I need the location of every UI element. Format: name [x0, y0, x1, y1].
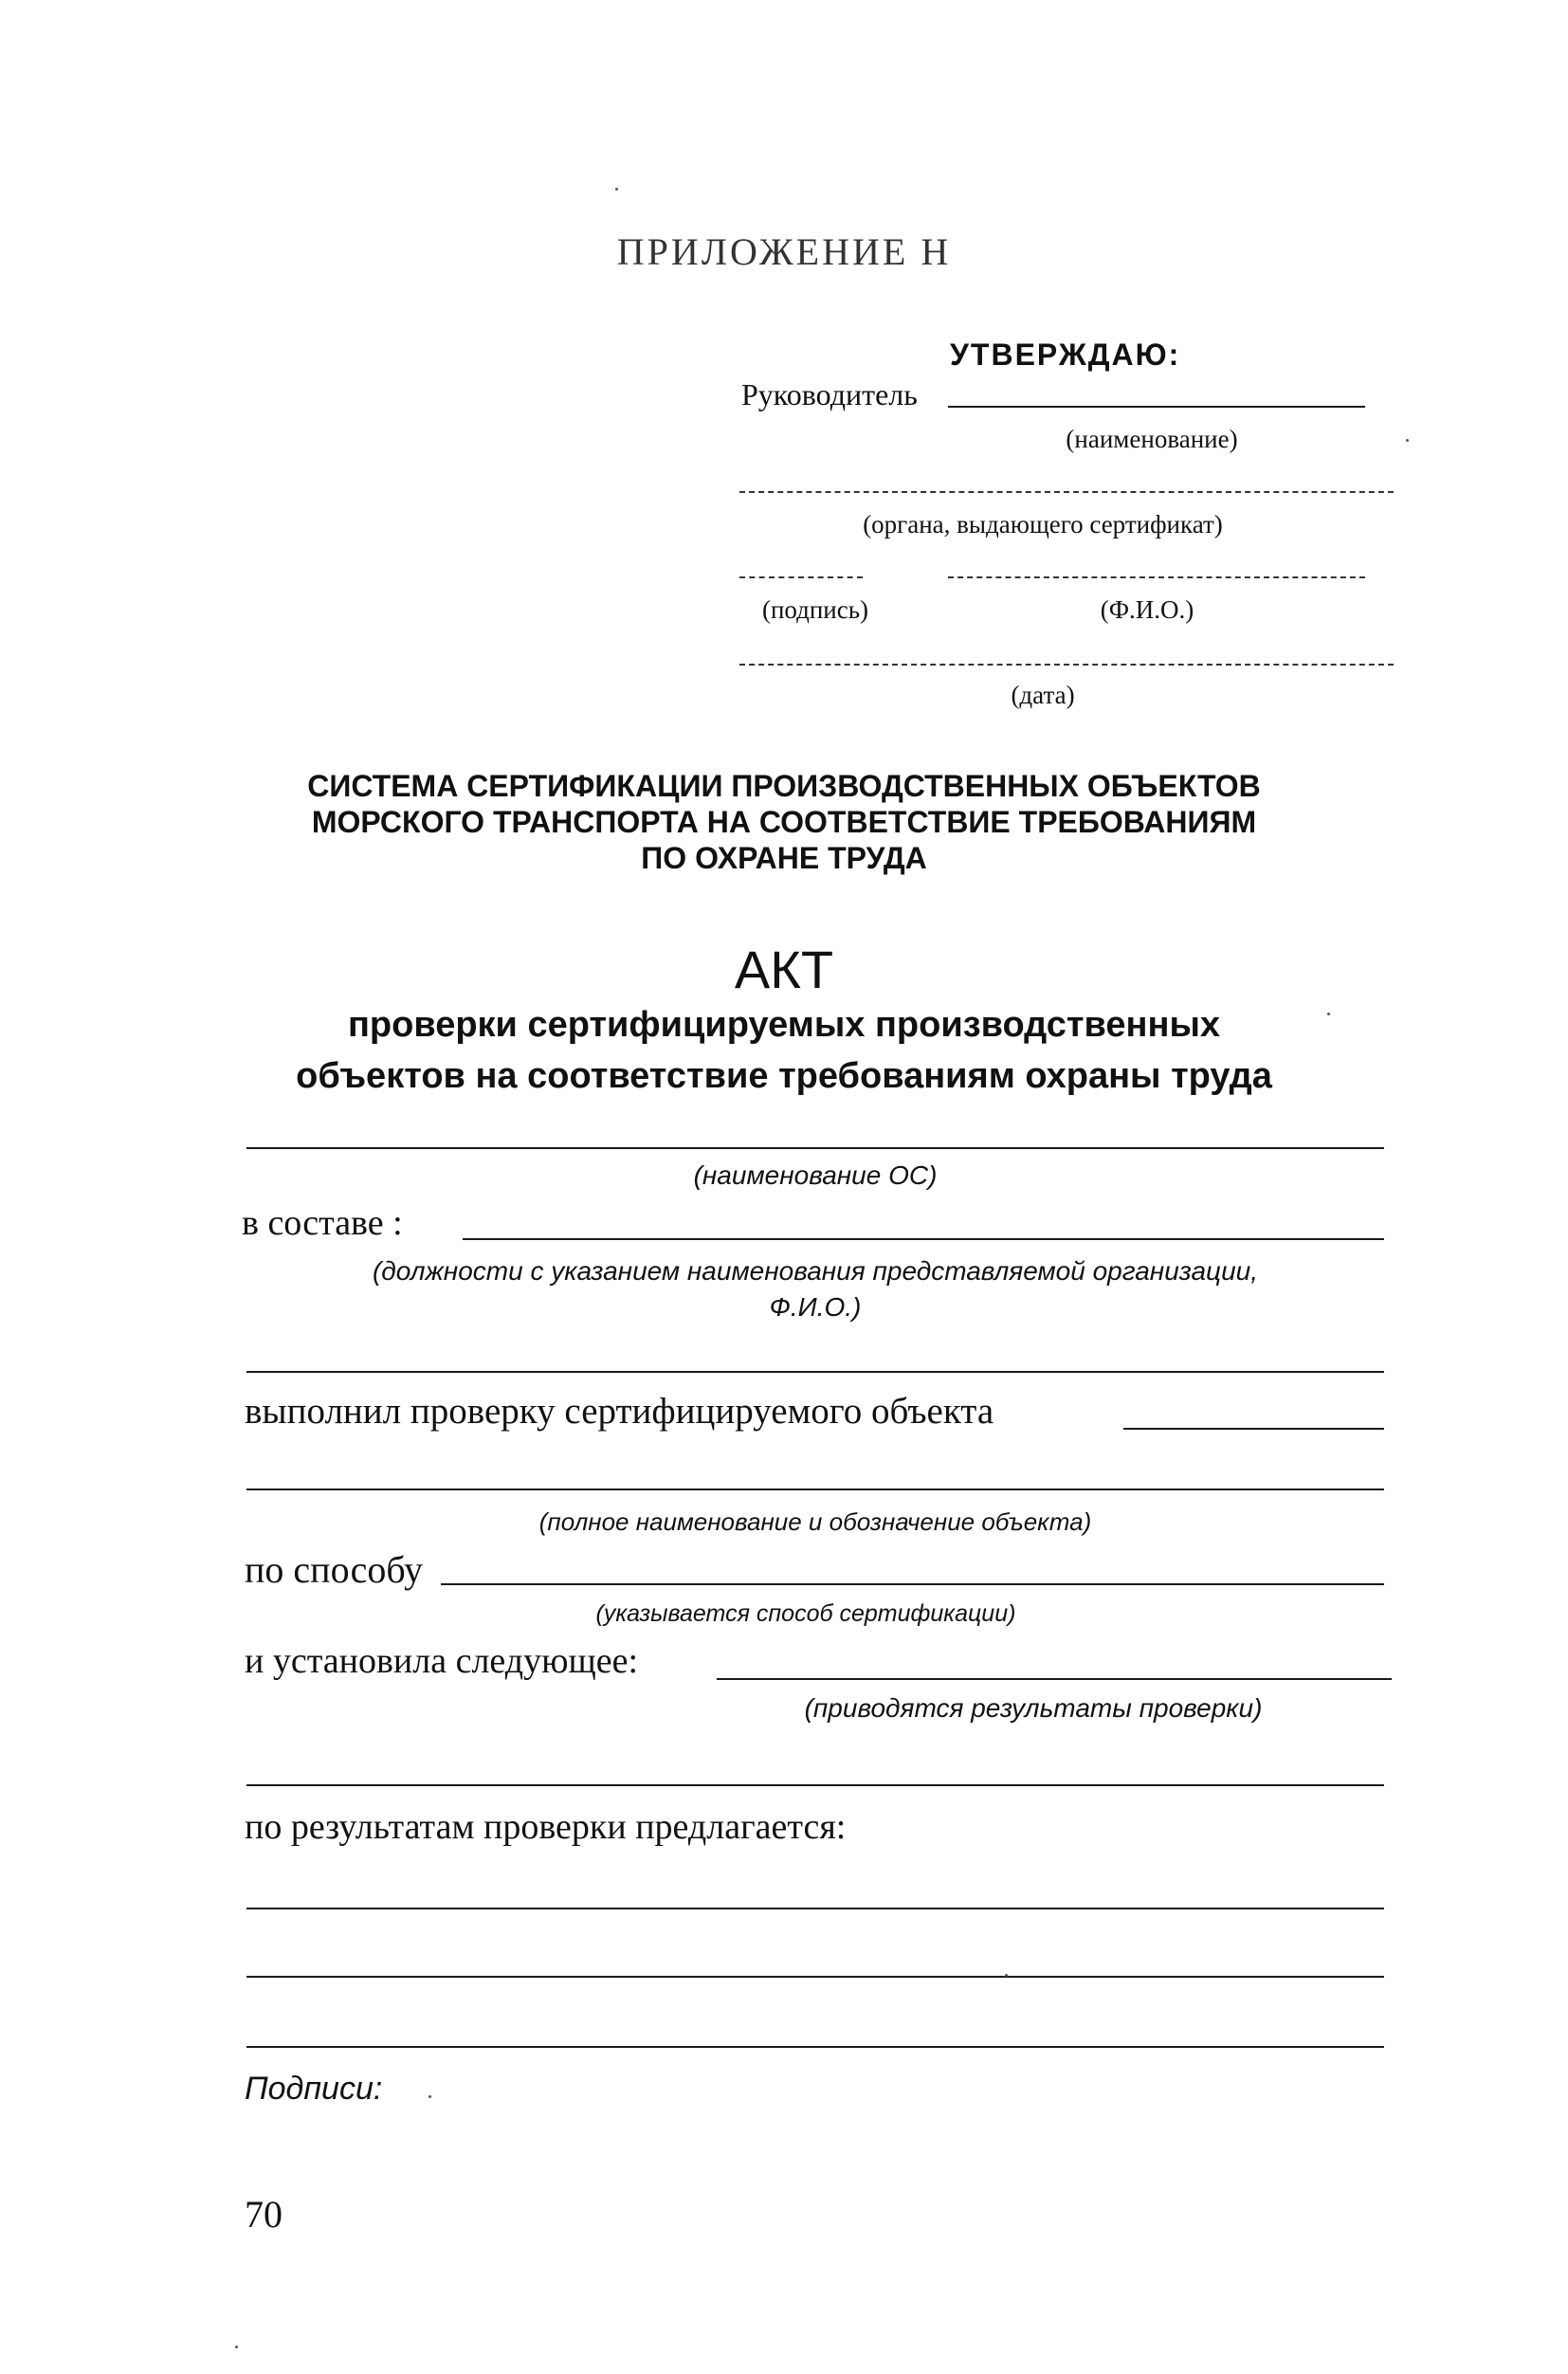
- act-title: АКТ: [734, 940, 834, 999]
- act-subtitle-line2: объектов на соответствие требованиям охраны труда: [296, 1056, 1272, 1096]
- method-line: [441, 1583, 1384, 1585]
- scan-speck: [235, 2346, 238, 2348]
- scan-speck: [1327, 1013, 1330, 1015]
- performed-line: [1123, 1428, 1384, 1430]
- composition-label: в составе :: [242, 1203, 403, 1243]
- proposed-label: по результатам проверки предлагается:: [245, 1807, 847, 1847]
- established-line: [717, 1678, 1392, 1680]
- fio-line: [948, 576, 1365, 578]
- system-title-line2: МОРСКОГО ТРАНСПОРТА НА СООТВЕТСТВИЕ ТРЕБОВАНИЯМ: [311, 805, 1257, 839]
- head-name-line: [948, 406, 1365, 408]
- object-line: [246, 1488, 1384, 1490]
- method-label: по способу: [245, 1548, 424, 1591]
- system-title-line3: ПО ОХРАНЕ ТРУДА: [641, 841, 927, 875]
- appendix-title: ПРИЛОЖЕНИЕ Н: [616, 230, 952, 273]
- composition-caption-line2: Ф.И.О.): [769, 1292, 862, 1322]
- signature-caption: (подпись): [761, 595, 869, 624]
- act-subtitle: [0, 999, 1568, 1102]
- org-line: [739, 491, 1394, 493]
- system-title-line1: СИСТЕМА СЕРТИФИКАЦИИ ПРОИЗВОДСТВЕННЫХ ОБЪЕКТОВ: [307, 769, 1261, 803]
- scan-speck: [428, 2095, 431, 2098]
- signatures-label: Подписи:: [245, 2071, 383, 2107]
- signature-line: [739, 576, 863, 578]
- page-number: 70: [245, 2193, 283, 2236]
- object-caption: (полное наименование и обозначение объекта): [538, 1507, 1092, 1536]
- composition-caption: [246, 1253, 1384, 1325]
- method-caption: (указывается способ сертификации): [595, 1600, 1016, 1627]
- scan-speck: [615, 188, 618, 191]
- date-line: [739, 664, 1394, 666]
- org-caption: (органа, выдающего сертификат): [863, 510, 1223, 539]
- name-caption: (наименование): [1066, 425, 1238, 453]
- date-caption: (дата): [1011, 681, 1075, 709]
- os-name-line: [246, 1147, 1384, 1149]
- system-title: [0, 768, 1568, 876]
- proposal-line-2: [246, 1976, 1384, 1978]
- proposal-line-3: [246, 2046, 1384, 2048]
- results-line: [246, 1784, 1384, 1786]
- approval-heading: УТВЕРЖДАЮ:: [950, 338, 1181, 372]
- performed-label: выполнил проверку сертифицируемого объекта: [245, 1391, 994, 1432]
- results-caption: (приводятся результаты проверки): [804, 1693, 1263, 1723]
- composition-line: [463, 1238, 1384, 1240]
- os-caption: (наименование ОС): [693, 1160, 938, 1190]
- act-subtitle-line1: проверки сертифицируемых производственных: [347, 1005, 1221, 1045]
- composition-extra-line: [246, 1371, 1384, 1373]
- established-label: и установила следующее:: [245, 1641, 639, 1681]
- composition-caption-line1: (должности с указанием наименования представляемой организации,: [372, 1256, 1258, 1286]
- head-label: Руководитель: [741, 377, 918, 411]
- scan-speck: [1406, 439, 1409, 442]
- scan-speck: [1005, 1974, 1008, 1977]
- fio-caption: (Ф.И.О.): [1100, 595, 1194, 624]
- proposal-line-1: [246, 1908, 1384, 1909]
